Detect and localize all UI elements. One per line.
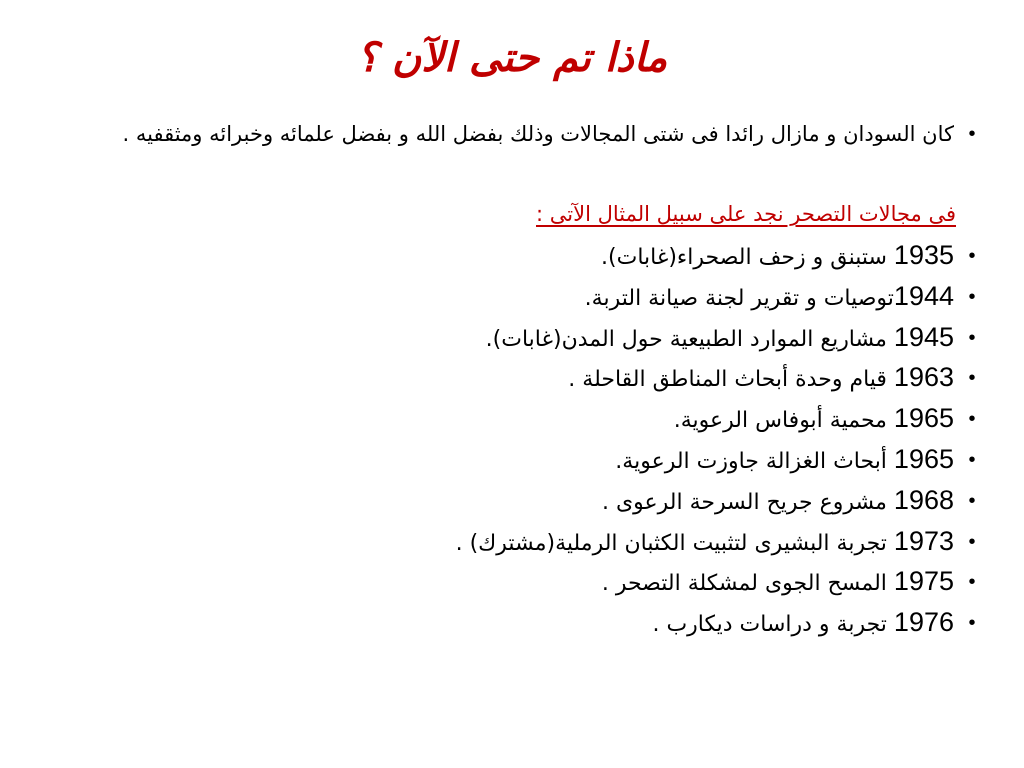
- item-year: 1965: [893, 403, 954, 434]
- item-year: 1965: [893, 443, 954, 474]
- item-text: مشاريع الموارد الطبيعية حول المدن(غابات).: [485, 326, 894, 352]
- item-text: ستبنق و زحف الصحراء(غابات).: [601, 245, 894, 270]
- item-text: المسح الجوى لمشكلة التصحر .: [601, 571, 894, 597]
- item-text: قيام وحدة أبحاث المناطق القاحلة .: [568, 367, 894, 393]
- item-year: 1963: [893, 362, 954, 393]
- item-year: 1945: [893, 321, 954, 352]
- item-text: تجربة البشيرى لتثبيت الكثبان الرملية(مشترك) .: [455, 530, 894, 556]
- list-item: [174, 319, 976, 360]
- bullet-icon: •: [968, 408, 976, 431]
- list-item: [174, 237, 976, 278]
- item-year: 1976: [893, 607, 954, 638]
- list-item: [174, 400, 976, 441]
- list-item: [174, 604, 976, 645]
- bullet-icon: •: [968, 612, 976, 635]
- list-item: [174, 359, 976, 400]
- timeline-list: [174, 237, 976, 645]
- bullet-icon: •: [968, 123, 976, 145]
- bullet-icon: •: [968, 530, 976, 553]
- item-year: 1973: [893, 525, 954, 556]
- item-text: مشروع جريح السرحة الرعوى .: [601, 489, 894, 515]
- item-text: تجربة و دراسات ديكارب .: [652, 612, 894, 638]
- bullet-icon: •: [968, 245, 976, 267]
- slide-title: ماذا تم حتى الآن ؟: [356, 34, 668, 81]
- item-year: 1935: [893, 240, 954, 270]
- list-item: [174, 278, 976, 319]
- item-year: 1968: [893, 484, 954, 515]
- intro-text: كان السودان و مازال رائدا فى شتى المجالات وذلك بفضل الله و بفضل علمائه وخبرائه ومثقفيه .: [122, 122, 954, 146]
- list-item: [174, 523, 976, 564]
- item-text: أبحاث الغزالة جاوزت الرعوية.: [615, 448, 894, 474]
- bullet-icon: •: [968, 571, 976, 594]
- bullet-icon: •: [968, 367, 976, 390]
- intro-paragraph: [94, 120, 976, 149]
- list-item: [174, 441, 976, 482]
- list-item: [174, 563, 976, 604]
- bullet-icon: •: [968, 285, 976, 308]
- item-year: 1975: [893, 566, 954, 597]
- section-subheading: فى مجالات التصحر نجد على سبيل المثال الآتى :: [536, 202, 956, 226]
- bullet-icon: •: [968, 448, 976, 471]
- item-text: توصيات و تقرير لجنة صيانة التربة.: [584, 285, 894, 311]
- list-item: [174, 482, 976, 523]
- bullet-icon: •: [968, 489, 976, 512]
- item-text: محمية أبوفاس الرعوية.: [673, 408, 894, 434]
- item-year: 1944: [893, 280, 954, 311]
- bullet-icon: •: [968, 326, 976, 349]
